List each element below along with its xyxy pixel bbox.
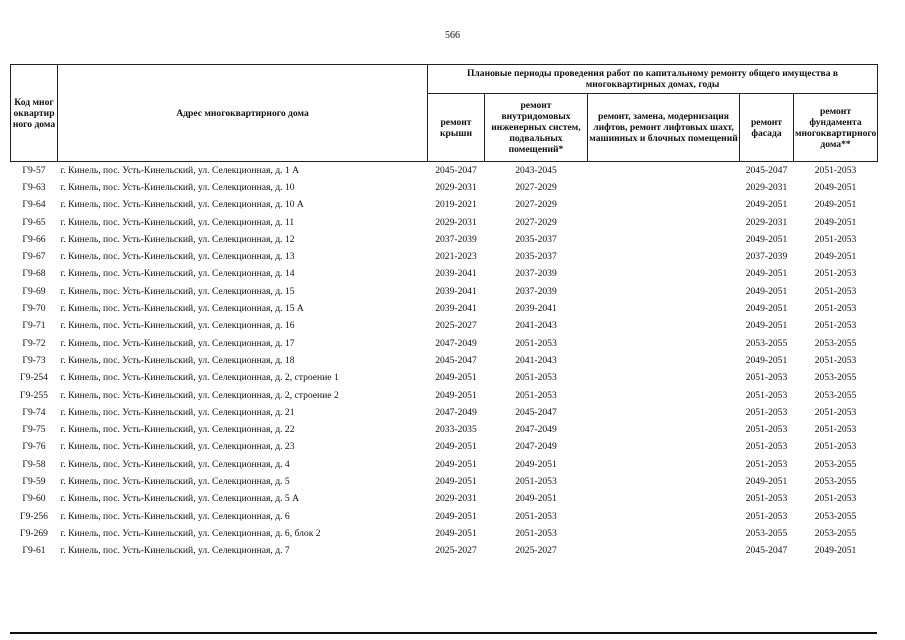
cell-roof: 2039-2041: [435, 268, 477, 280]
header-facade: ремонт фасада: [740, 94, 794, 162]
cell-systems: 2027-2029: [515, 181, 557, 193]
cell-roof: 2021-2023: [435, 251, 477, 263]
cell-roof: 2037-2039: [435, 233, 477, 245]
cell-elevators: [588, 179, 740, 196]
cell-facade: 2045-2047: [745, 164, 788, 176]
cell-code: Г9-72: [22, 337, 46, 349]
cell-code: Г9-64: [22, 199, 46, 211]
table-row: [11, 179, 878, 196]
cell-roof: 2047-2049: [435, 406, 477, 418]
cell-foundation: 2053-2055: [814, 389, 857, 401]
cell-code: Г9-67: [22, 251, 46, 263]
header-periods: Плановые периоды проведения работ по капитальному ремонту общего имущества в многоквартирных домах, годы: [428, 65, 878, 94]
cell-systems: 2051-2053: [515, 527, 557, 539]
cell-roof: 2025-2027: [435, 545, 477, 557]
cell-address: г. Кинель, пос. Усть-Кинельский, ул. Селекционная, д. 15: [60, 285, 295, 297]
cell-elevators: [588, 214, 740, 231]
cell-foundation: 2051-2053: [814, 406, 857, 418]
cell-code: Г9-255: [20, 389, 48, 401]
cell-code: Г9-70: [22, 303, 46, 315]
cell-systems: 2047-2049: [515, 424, 557, 436]
cell-facade: 2049-2051: [745, 354, 788, 366]
cell-roof: 2049-2051: [435, 441, 477, 453]
cell-foundation: 2053-2055: [814, 458, 857, 470]
cell-systems: 2051-2053: [515, 510, 557, 522]
table-row: [11, 352, 878, 369]
cell-address: г. Кинель, пос. Усть-Кинельский, ул. Селекционная, д. 10: [60, 181, 295, 193]
cell-address: г. Кинель, пос. Усть-Кинельский, ул. Селекционная, д. 10 А: [60, 199, 304, 211]
table-row: [11, 318, 878, 335]
cell-address: г. Кинель, пос. Усть-Кинельский, ул. Селекционная, д. 12: [60, 233, 295, 245]
cell-facade: 2049-2051: [745, 475, 788, 487]
cell-elevators: [588, 266, 740, 283]
capital-repair-table: [10, 64, 878, 560]
cell-foundation: 2053-2055: [814, 372, 857, 384]
cell-roof: 2049-2051: [435, 389, 477, 401]
cell-foundation: 2051-2053: [814, 233, 857, 245]
cell-facade: 2049-2051: [745, 233, 788, 245]
table-row: [11, 231, 878, 248]
cell-facade: 2053-2055: [745, 337, 788, 349]
cell-systems: 2041-2043: [515, 354, 557, 366]
cell-code: Г9-61: [22, 545, 46, 557]
cell-foundation: 2053-2055: [814, 337, 857, 349]
table-row: [11, 508, 878, 525]
cell-systems: 2041-2043: [515, 320, 557, 332]
cell-address: г. Кинель, пос. Усть-Кинельский, ул. Селекционная, д. 13: [60, 251, 295, 263]
cell-roof: 2049-2051: [435, 510, 477, 522]
cell-roof: 2049-2051: [435, 458, 477, 470]
cell-facade: 2051-2053: [745, 424, 788, 436]
cell-address: г. Кинель, пос. Усть-Кинельский, ул. Селекционная, д. 23: [60, 441, 295, 453]
cell-facade: 2053-2055: [745, 527, 788, 539]
cell-code: Г9-76: [22, 441, 46, 453]
cell-roof: 2019-2021: [435, 199, 477, 211]
header-systems-label: ремонт внутридомовых инженерных систем, подвальных помещений*: [491, 100, 581, 155]
cell-foundation: 2053-2055: [814, 527, 857, 539]
table-row: [11, 473, 878, 490]
cell-code: Г9-63: [22, 181, 46, 193]
cell-code: Г9-256: [20, 510, 48, 522]
cell-facade: 2037-2039: [745, 251, 788, 263]
cell-elevators: [588, 404, 740, 421]
table-row: [11, 456, 878, 473]
bottom-rule: [10, 632, 877, 634]
cell-foundation: 2051-2053: [814, 303, 857, 315]
cell-code: Г9-65: [22, 216, 46, 228]
table-row: [11, 370, 878, 387]
cell-elevators: [588, 421, 740, 438]
cell-roof: 2039-2041: [435, 303, 477, 315]
table-row: [11, 404, 878, 421]
cell-facade: 2049-2051: [745, 199, 788, 211]
cell-systems: 2035-2037: [515, 251, 557, 263]
table-row: [11, 283, 878, 300]
cell-roof: 2045-2047: [435, 354, 477, 366]
header-foundation: ремонт фундамента многоквартирного дома**: [794, 94, 878, 162]
cell-systems: 2045-2047: [515, 406, 557, 418]
table-row: [11, 197, 878, 214]
cell-foundation: 2051-2053: [814, 320, 857, 332]
cell-roof: 2049-2051: [435, 527, 477, 539]
cell-facade: 2051-2053: [745, 441, 788, 453]
cell-roof: 2039-2041: [435, 285, 477, 297]
cell-address: г. Кинель, пос. Усть-Кинельский, ул. Селекционная, д. 18: [60, 354, 295, 366]
table-row: [11, 525, 878, 542]
cell-roof: 2033-2035: [435, 424, 477, 436]
cell-address: г. Кинель, пос. Усть-Кинельский, ул. Селекционная, д. 2, строение 1: [60, 372, 339, 384]
cell-address: г. Кинель, пос. Усть-Кинельский, ул. Селекционная, д. 15 А: [60, 303, 304, 315]
cell-foundation: 2053-2055: [814, 510, 857, 522]
cell-code: Г9-57: [22, 164, 46, 176]
cell-code: Г9-71: [22, 320, 46, 332]
cell-systems: 2027-2029: [515, 199, 557, 211]
cell-facade: 2029-2031: [745, 181, 788, 193]
cell-code: Г9-60: [22, 493, 46, 505]
cell-elevators: [588, 439, 740, 456]
cell-foundation: 2049-2051: [814, 251, 857, 263]
cell-systems: 2027-2029: [515, 216, 557, 228]
cell-systems: 2025-2027: [515, 545, 557, 557]
cell-elevators: [588, 491, 740, 508]
cell-systems: 2051-2053: [515, 372, 557, 384]
cell-address: г. Кинель, пос. Усть-Кинельский, ул. Селекционная, д. 5 А: [60, 493, 300, 505]
cell-elevators: [588, 508, 740, 525]
cell-facade: 2051-2053: [745, 406, 788, 418]
cell-facade: 2045-2047: [745, 545, 788, 557]
cell-code: Г9-73: [22, 354, 46, 366]
cell-foundation: 2051-2053: [814, 285, 857, 297]
table-row: [11, 300, 878, 317]
cell-facade: 2051-2053: [745, 389, 788, 401]
cell-systems: 2039-2041: [515, 303, 557, 315]
cell-facade: 2051-2053: [745, 510, 788, 522]
cell-systems: 2035-2037: [515, 233, 557, 245]
cell-address: г. Кинель, пос. Усть-Кинельский, ул. Селекционная, д. 6, блок 2: [60, 527, 321, 539]
cell-elevators: [588, 543, 740, 560]
cell-systems: 2049-2051: [515, 493, 557, 505]
cell-foundation: 2051-2053: [814, 493, 857, 505]
cell-roof: 2045-2047: [435, 164, 477, 176]
cell-code: Г9-58: [22, 458, 46, 470]
cell-code: Г9-68: [22, 268, 46, 280]
cell-code: Г9-254: [20, 372, 48, 384]
cell-foundation: 2049-2051: [814, 181, 857, 193]
cell-elevators: [588, 231, 740, 248]
cell-systems: 2051-2053: [515, 475, 557, 487]
cell-address: г. Кинель, пос. Усть-Кинельский, ул. Селекционная, д. 16: [60, 320, 295, 332]
cell-foundation: 2053-2055: [814, 475, 857, 487]
cell-facade: 2051-2053: [745, 458, 788, 470]
cell-facade: 2049-2051: [745, 268, 788, 280]
table-row: [11, 439, 878, 456]
cell-code: Г9-74: [22, 406, 46, 418]
cell-facade: 2049-2051: [745, 320, 788, 332]
cell-systems: 2037-2039: [515, 268, 557, 280]
cell-address: г. Кинель, пос. Усть-Кинельский, ул. Селекционная, д. 5: [60, 475, 290, 487]
cell-roof: 2047-2049: [435, 337, 477, 349]
cell-roof: 2029-2031: [435, 181, 477, 193]
cell-roof: 2049-2051: [435, 372, 477, 384]
cell-code: Г9-269: [20, 527, 48, 539]
cell-facade: 2029-2031: [745, 216, 788, 228]
cell-systems: 2037-2039: [515, 285, 557, 297]
cell-address: г. Кинель, пос. Усть-Кинельский, ул. Селекционная, д. 14: [60, 268, 295, 280]
cell-address: г. Кинель, пос. Усть-Кинельский, ул. Селекционная, д. 4: [60, 458, 290, 470]
cell-foundation: 2051-2053: [814, 354, 857, 366]
cell-systems: 2049-2051: [515, 458, 557, 470]
cell-elevators: [588, 335, 740, 352]
table-row: [11, 421, 878, 438]
cell-code: Г9-69: [22, 285, 46, 297]
page-number: 566: [445, 30, 460, 41]
cell-elevators: [588, 300, 740, 317]
cell-systems: 2051-2053: [515, 389, 557, 401]
cell-foundation: 2049-2051: [814, 199, 857, 211]
cell-address: г. Кинель, пос. Усть-Кинельский, ул. Селекционная, д. 7: [60, 545, 290, 557]
cell-systems: 2051-2053: [515, 337, 557, 349]
cell-address: г. Кинель, пос. Усть-Кинельский, ул. Селекционная, д. 22: [60, 424, 295, 436]
cell-foundation: 2051-2053: [814, 268, 857, 280]
table-row: [11, 491, 878, 508]
cell-foundation: 2051-2053: [814, 424, 857, 436]
cell-roof: 2029-2031: [435, 216, 477, 228]
cell-code: Г9-59: [22, 475, 46, 487]
cell-code: Г9-75: [22, 424, 46, 436]
cell-roof: 2029-2031: [435, 493, 477, 505]
cell-elevators: [588, 162, 740, 180]
cell-elevators: [588, 370, 740, 387]
cell-elevators: [588, 283, 740, 300]
cell-foundation: 2049-2051: [814, 216, 857, 228]
cell-elevators: [588, 197, 740, 214]
cell-foundation: 2049-2051: [814, 545, 857, 557]
cell-address: г. Кинель, пос. Усть-Кинельский, ул. Селекционная, д. 21: [60, 406, 295, 418]
cell-facade: 2051-2053: [745, 493, 788, 505]
table-row: [11, 335, 878, 352]
cell-code: Г9-66: [22, 233, 46, 245]
cell-elevators: [588, 248, 740, 265]
cell-elevators: [588, 473, 740, 490]
cell-foundation: 2051-2053: [814, 441, 857, 453]
cell-elevators: [588, 318, 740, 335]
cell-address: г. Кинель, пос. Усть-Кинельский, ул. Селекционная, д. 2, строение 2: [60, 389, 339, 401]
cell-elevators: [588, 352, 740, 369]
table-row: [11, 387, 878, 404]
header-elevators: ремонт, замена, модернизация лифтов, ремонт лифтовых шахт, машинных и блочных помещений: [588, 94, 740, 162]
cell-elevators: [588, 525, 740, 542]
cell-facade: 2049-2051: [745, 285, 788, 297]
header-roof: ремонт крыши: [428, 94, 485, 162]
cell-address: г. Кинель, пос. Усть-Кинельский, ул. Селекционная, д. 17: [60, 337, 295, 349]
header-code: Код многоквартирного дома: [11, 65, 58, 162]
cell-address: г. Кинель, пос. Усть-Кинельский, ул. Селекционная, д. 1 А: [60, 164, 300, 176]
cell-facade: 2049-2051: [745, 303, 788, 315]
header-systems: [485, 94, 588, 162]
cell-elevators: [588, 456, 740, 473]
cell-roof: 2049-2051: [435, 475, 477, 487]
cell-elevators: [588, 387, 740, 404]
table-row: [11, 266, 878, 283]
cell-systems: 2043-2045: [515, 164, 557, 176]
cell-roof: 2025-2027: [435, 320, 477, 332]
table-row: [11, 214, 878, 231]
table-row: [11, 162, 878, 180]
cell-foundation: 2051-2053: [814, 164, 857, 176]
cell-facade: 2051-2053: [745, 372, 788, 384]
cell-systems: 2047-2049: [515, 441, 557, 453]
cell-address: г. Кинель, пос. Усть-Кинельский, ул. Селекционная, д. 11: [60, 216, 295, 228]
table-row: [11, 543, 878, 560]
cell-address: г. Кинель, пос. Усть-Кинельский, ул. Селекционная, д. 6: [60, 510, 290, 522]
header-address: Адрес многоквартирного дома: [58, 65, 428, 162]
table-row: [11, 248, 878, 265]
